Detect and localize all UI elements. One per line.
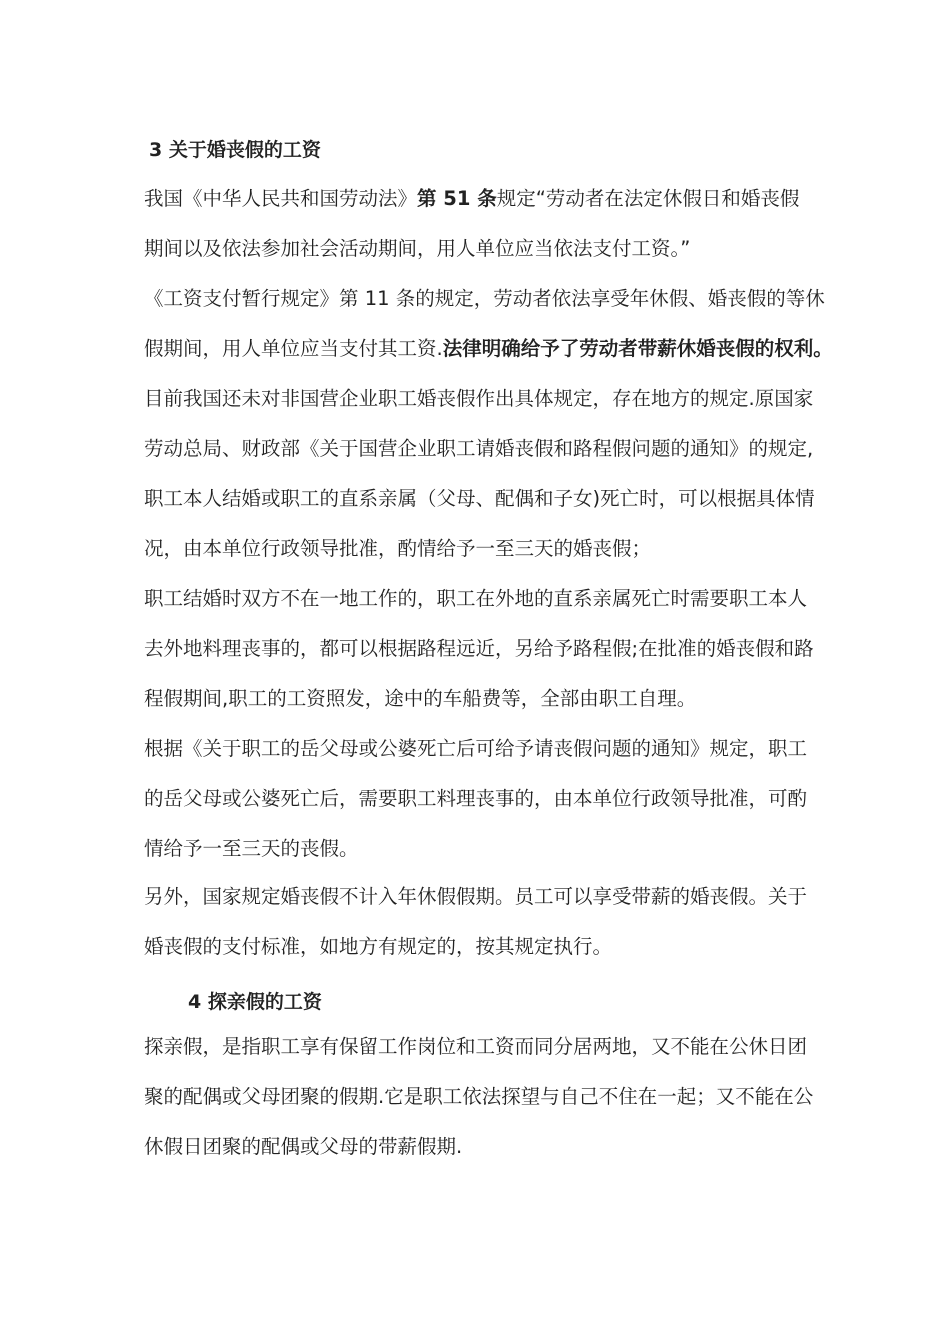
paragraph-line: 去外地料理丧事的，都可以根据路程远近，另给予路程假;在批准的婚丧假和路 xyxy=(144,637,814,660)
paragraph-line: 聚的配偶或父母团聚的假期.它是职工依法探望与自己不住在一起；又不能在公 xyxy=(144,1085,814,1108)
paragraph-line: 职工结婚时双方不在一地工作的，职工在外地的直系亲属死亡时需要职工本人 xyxy=(144,587,808,610)
paragraph-line xyxy=(144,187,799,211)
paragraph-line: 况，由本单位行政领导批准，酌情给予一至三天的婚丧假； xyxy=(144,537,652,560)
paragraph-line: 情给予一至三天的丧假。 xyxy=(144,837,359,860)
text-run: 假期间，用人单位应当支付其工资. xyxy=(144,337,443,360)
emphasis-text: 法律明确给予了劳动者带薪休婚丧假的权利。 xyxy=(442,337,833,360)
paragraph-line xyxy=(144,337,833,361)
text-run: 规定“劳动者在法定休假日和婚丧假 xyxy=(496,187,800,210)
paragraph-line: 劳动总局、财政部《关于国营企业职工请婚丧假和路程假问题的通知》的规定, xyxy=(144,437,814,460)
paragraph-line: 程假期间,职工的工资照发，途中的车船费等，全部由职工自理。 xyxy=(144,687,697,710)
paragraph-line: 另外，国家规定婚丧假不计入年休假假期。员工可以享受带薪的婚丧假。关于 xyxy=(144,885,808,908)
paragraph-line: 《工资支付暂行规定》第 11 条的规定，劳动者依法享受年休假、婚丧假的等休 xyxy=(144,287,825,310)
paragraph-line: 根据《关于职工的岳父母或公婆死亡后可给予请丧假问题的通知》规定，职工 xyxy=(144,737,808,760)
paragraph-line: 期间以及依法参加社会活动期间，用人单位应当依法支付工资。” xyxy=(144,237,691,260)
paragraph-line: 目前我国还未对非国营企业职工婚丧假作出具体规定，存在地方的规定.原国家 xyxy=(144,387,814,410)
section-3-heading: 3 关于婚丧假的工资 xyxy=(149,139,321,161)
paragraph-line: 休假日团聚的配偶或父母的带薪假期. xyxy=(144,1135,463,1158)
paragraph-line: 的岳父母或公婆死亡后，需要职工料理丧事的，由本单位行政领导批准，可酌 xyxy=(144,787,808,810)
article-number: 第 51 条 xyxy=(417,187,497,210)
section-4-heading: 4 探亲假的工资 xyxy=(188,991,322,1013)
paragraph-line: 职工本人结婚或职工的直系亲属（父母、配偶和子女)死亡时，可以根据具体情 xyxy=(144,487,815,510)
paragraph-line: 婚丧假的支付标准，如地方有规定的，按其规定执行。 xyxy=(144,935,613,958)
paragraph-line: 探亲假，是指职工享有保留工作岗位和工资而同分居两地，又不能在公休日团 xyxy=(144,1035,808,1058)
text-run: 我国《中华人民共和国劳动法》 xyxy=(144,187,418,210)
